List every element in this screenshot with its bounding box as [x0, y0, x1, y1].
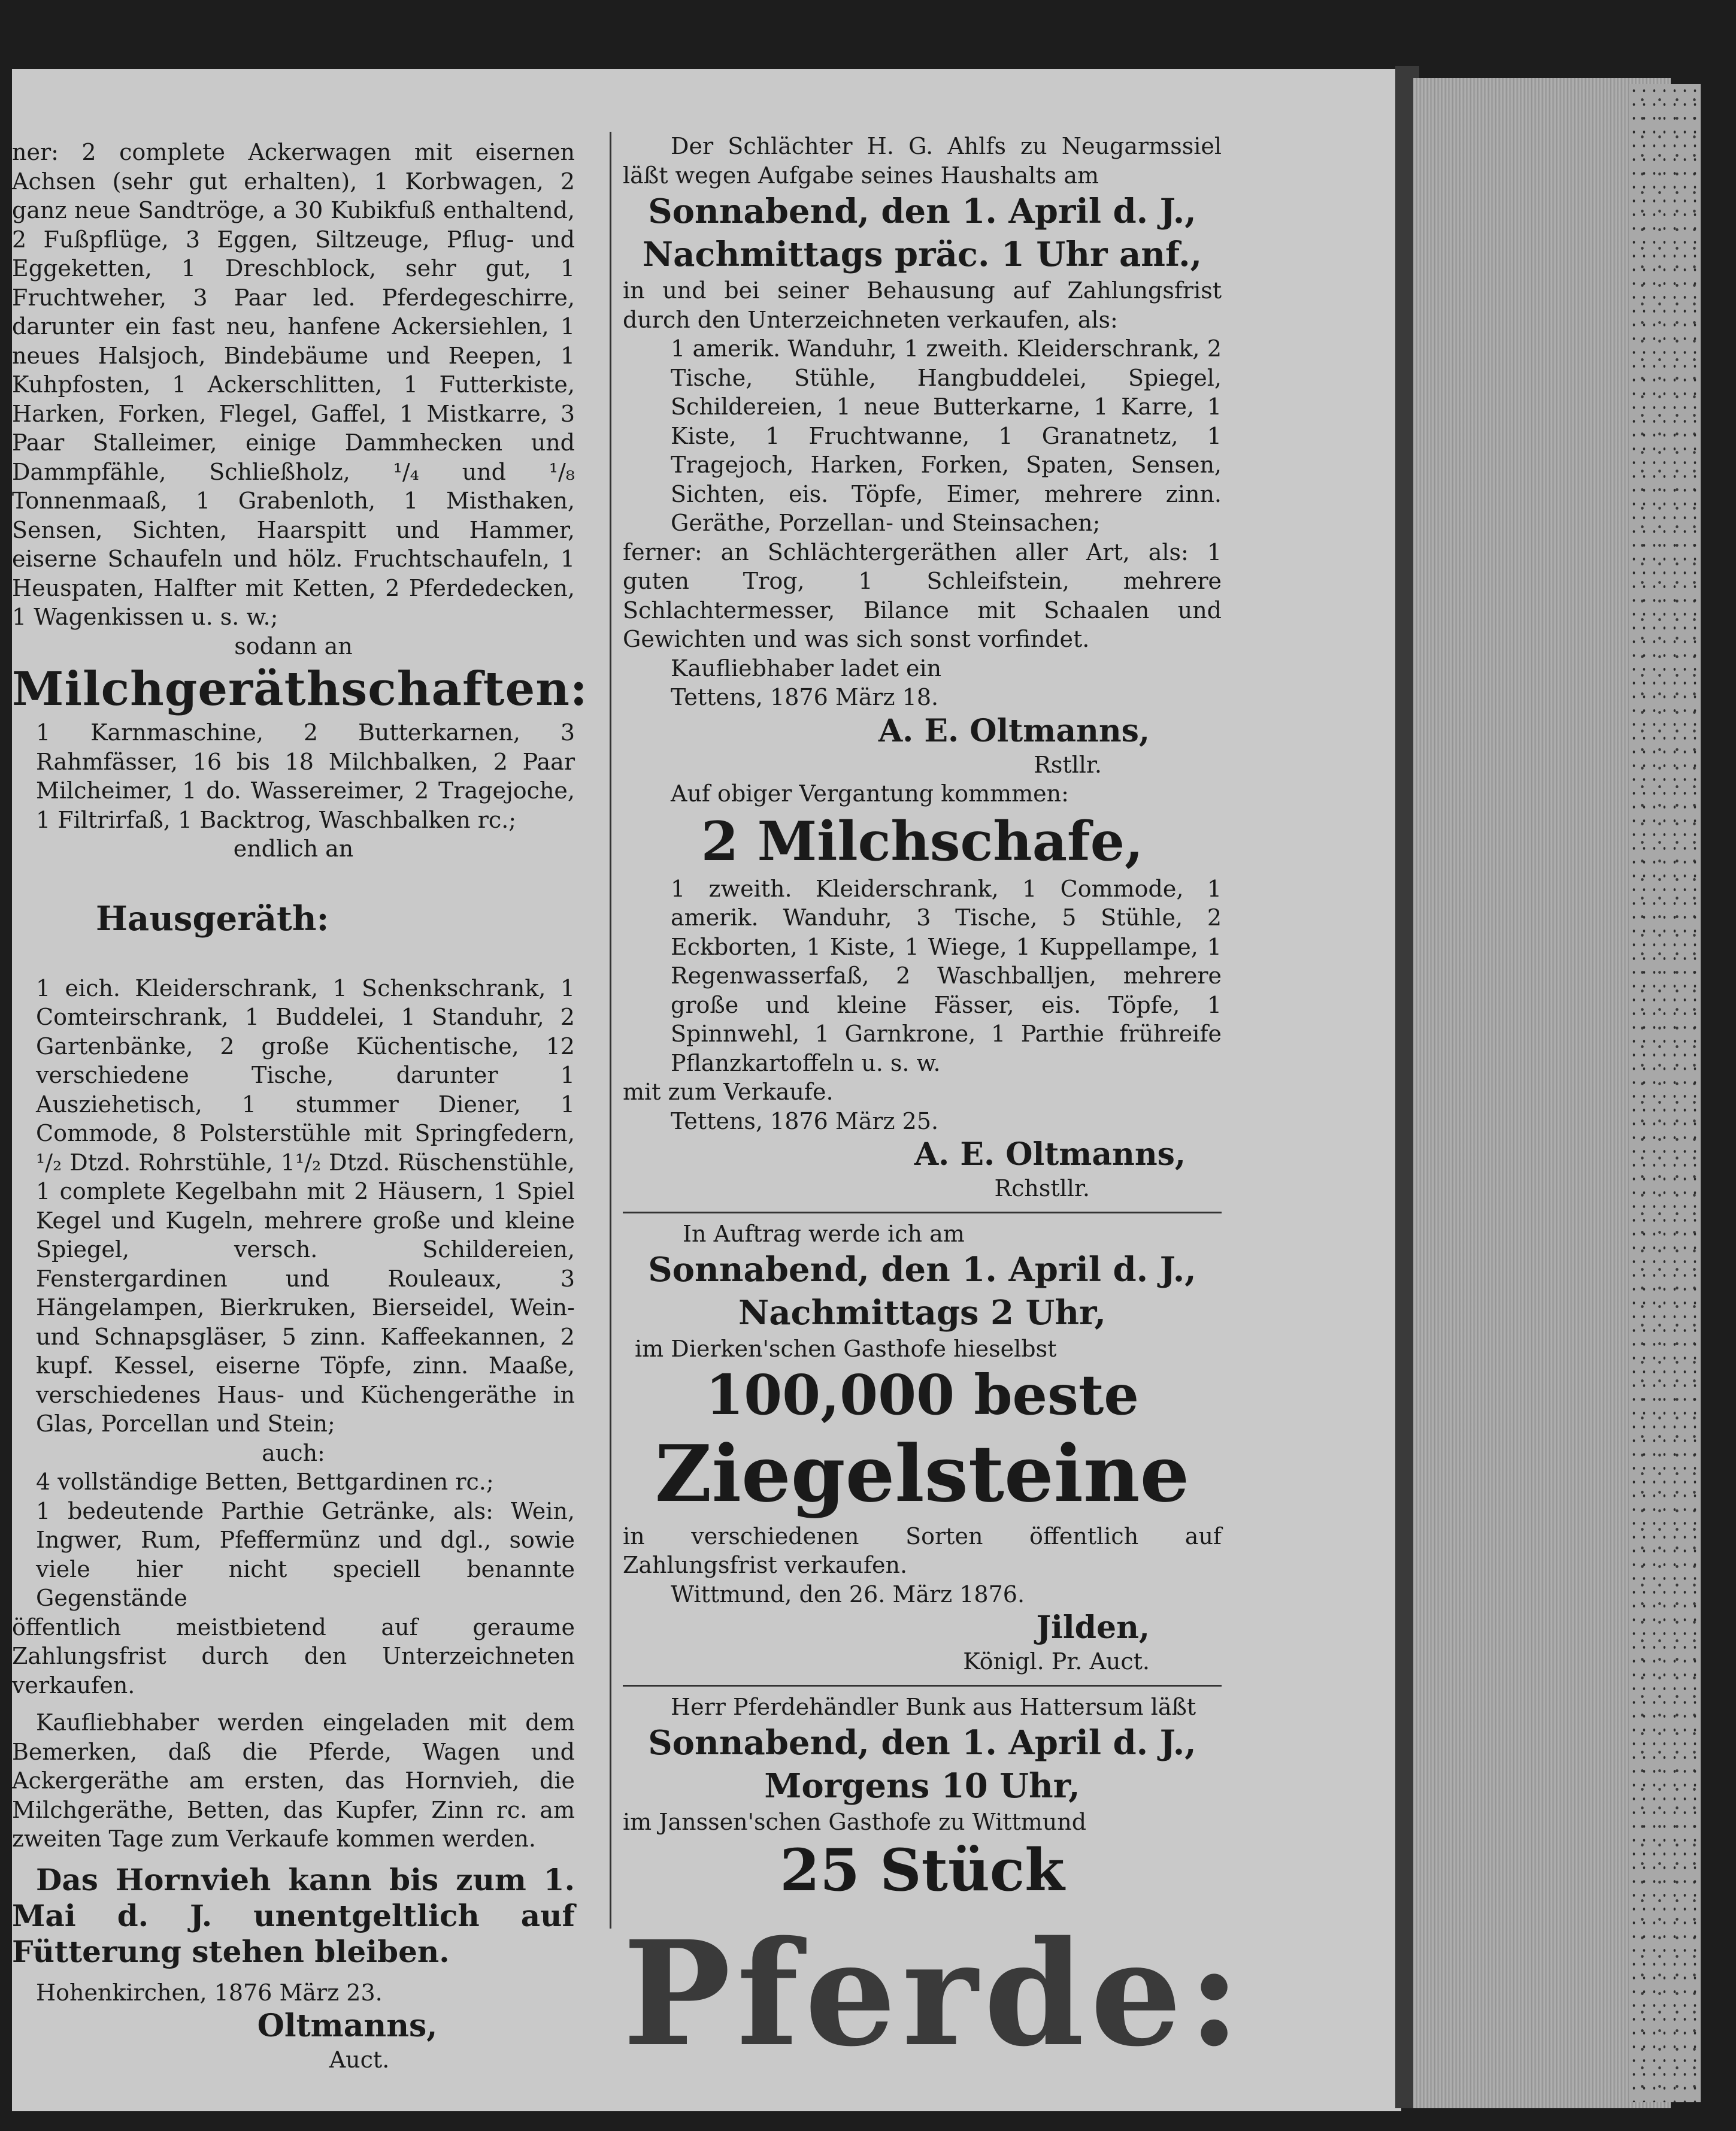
kaufliebhaber-note: Kaufliebhaber werden eingeladen mit dem Bemerken, daß die Pferde, Wagen und Ackergeräthe am ersten, das Hornvieh, die Milchgeräthe, Betten, das Kupfer, Zinn rc. am zweiten Tage zum Verkaufe kommen werden.: [12, 1709, 575, 1852]
haus-list: 1 eich. Kleiderschrank, 1 Schenkschrank, 1 Comteirschrank, 1 Buddelei, 1 Standuhr, 2 Gartenbänke, 2 große Küchentische, 12 verschiedene Tische, darunter 1 Ausziehetisch, 1 stummer Diener, 1 Commode, 8 Polsterstühle mit Springfedern, ¹/₂ Dtzd. Rohrstühle, 1¹/₂ Dtzd. Rüschenstühle, 1 complete Kegelbahn mit 2 Häusern, 1 Spiel Kegel und Kugeln, mehrere große und kleine Spiegel, versch. Schildereien, Fenstergardinen und Rouleaux, 3 Hängelampen, Bierkruken, Bierseidel, Wein- und Schnapsgläser, 5 zinn. Kaffeekannen, 2 kupf. Kessel, eiserne Töpfe, zinn. Maaße, verschiedenes Haus- und Küchengeräthe in Glas, Porcellan und Stein;: [36, 974, 575, 1437]
ad1-time: Nachmittags präc. 1 Uhr anf.,: [642, 235, 1202, 274]
endlich-label: endlich an: [233, 836, 354, 862]
right-column: [623, 132, 1247, 2084]
ad2-heading: 2 Milchschafe,: [701, 809, 1144, 873]
ad1-intro: Der Schlächter H. G. Ahlfs zu Neugarmssiel läßt wegen Aufgabe seines Haushalts am: [623, 133, 1222, 189]
ad2-verkauf: mit zum Verkaufe.: [623, 1079, 834, 1105]
ad3-heading: Ziegelsteine: [655, 1427, 1190, 1519]
ad4-time: Morgens 10 Uhr,: [764, 1766, 1080, 1806]
ad1-where: in und bei seiner Behausung auf Zahlungsfrist durch den Unterzeichneten verkaufen, als:: [623, 277, 1222, 333]
ad1-signer-title: Rstllr.: [1034, 751, 1102, 778]
ad1-date: Sonnabend, den 1. April d. J.,: [648, 192, 1196, 231]
speckled-book-edge: [1629, 84, 1701, 2102]
ad4-intro: Herr Pferdehändler Bunk aus Hattersum läßt: [671, 1693, 1196, 1720]
ad3-date: Sonnabend, den 1. April d. J.,: [648, 1250, 1196, 1290]
ad2-place: Tettens, 1876 März 25.: [671, 1107, 939, 1134]
ad1-place: Tettens, 1876 März 18.: [671, 684, 939, 710]
ad3-intro: In Auftrag werde ich am: [683, 1220, 965, 1247]
ad3-where: im Dierken'schen Gasthofe hieselbst: [635, 1336, 1057, 1362]
ad3-time: Nachmittags 2 Uhr,: [738, 1293, 1106, 1333]
ad4-where: im Janssen'schen Gasthofe zu Wittmund: [623, 1809, 1087, 1835]
betten-line: 4 vollständige Betten, Bettgardinen rc.;: [36, 1469, 494, 1495]
ad4-date: Sonnabend, den 1. April d. J.,: [648, 1723, 1196, 1763]
ad2-items: 1 zweith. Kleiderschrank, 1 Commode, 1 amerik. Wanduhr, 3 Tische, 5 Stühle, 2 Eckborten, 1 Kiste, 1 Wiege, 1 Kuppellampe, 1 Regenwasserfaß, 2 Waschballjen, mehrere große und kleine Fässer, eis. Töpfe, 1 Spinnwehl, 1 Garnkrone, 1 Parthie frühreife Pflanzkartoffeln u. s. w.: [671, 875, 1222, 1076]
hornvieh-note: Das Hornvieh kann bis zum 1. Mai d. J. unentgeltlich auf Fütterung stehen bleiben.: [12, 1861, 575, 1969]
ad3-signer: Jilden,: [1036, 1609, 1150, 1646]
signer-name: Oltmanns,: [257, 2008, 438, 2044]
inventory-list: ner: 2 complete Ackerwagen mit eisernen Achsen (sehr gut erhalten), 1 Korbwagen, 2 ganz neue Sandtröge, a 30 Kubikfuß enthaltend, 2 Fußpflüge, 3 Eggen, Siltzeuge, Pflug- und Eggeketten, 1 Dreschblock, sehr gut, 1 Fruchtweher, 3 Paar led. Pferdegeschirre, darunter ein fast neu, hanfene Ackersiehlen, 1 neues Halsjoch, Bindebäume und Reepen, 1 Kuhpfosten, 1 Ackerschlitten, 1 Futterkiste, Harken, Forken, Flegel, Gaffel, 1 Mistkarre, 3 Paar Stalleimer, einige Dammhecken und Dammpfähle, Schließholz, ¹/₄ und ¹/₈ Tonnenmaaß, 1 Grabenloth, 1 Misthaken, Sensen, Sichten, Haarspitt und Hammer, eiserne Schaufeln und hölz. Fruchtschaufeln, 1 Heuspaten, Halfter mit Ketten, 2 Pferdedecken, 1 Wagenkissen u. s. w.;: [12, 139, 575, 630]
ad3-signer-title: Königl. Pr. Auct.: [963, 1648, 1150, 1675]
ad1-invite: Kaufliebhaber ladet ein: [671, 655, 942, 682]
signer-title: Auct.: [329, 2047, 390, 2073]
ad1-items: 1 amerik. Wanduhr, 1 zweith. Kleiderschrank, 2 Tische, Stühle, Hangbuddelei, Spiegel, Schildereien, 1 neue Butterkarne, 1 Karre, 1 Kiste, 1 Fruchtwanne, 1 Granatnetz, 1 Tragejoch, Harken, Forken, Spaten, Sensen, Sichten, eis. Töpfe, Eimer, mehrere zinn. Geräthe, Porzellan- und Steinsachen;: [671, 335, 1222, 536]
getraenke-line: 1 bedeutende Parthie Getränke, als: Wein, Ingwer, Rum, Pfeffermünz und dgl., sowie viele hier nicht speciell benannte Gegenstände: [36, 1497, 575, 1611]
ad1-signer: A. E. Oltmanns,: [878, 712, 1150, 749]
left-column: [12, 138, 588, 2075]
ad2-signer: A. E. Oltmanns,: [914, 1136, 1186, 1173]
milch-heading: Milchgeräthschaften:: [12, 662, 588, 716]
ad3-qty: 100,000 beste: [705, 1362, 1139, 1427]
place-date: Hohenkirchen, 1876 März 23.: [36, 1979, 383, 2006]
ad4-heading: Pferde:: [623, 1909, 1247, 2078]
haus-heading: Hausgeräth:: [96, 898, 329, 939]
ad-separator: [623, 1685, 1222, 1687]
ad1-ferner: ferner: an Schlächtergeräthen aller Art, als: 1 guten Trog, 1 Schleifstein, mehrere Schlachtermesser, Bilance mit Schaalen und Gewichten und was sich sonst vorfindet.: [623, 538, 1222, 652]
milch-list: 1 Karnmaschine, 2 Butterkarnen, 3 Rahmfässer, 16 bis 18 Milchbalken, 2 Paar Milcheimer, 1 do. Wassereimer, 2 Tragejoche, 1 Filtrirfaß, 1 Backtrog, Waschbalken rc.;: [36, 719, 575, 833]
ad2-signer-title: Rchstllr.: [994, 1175, 1090, 1201]
ad4-qty: 25 Stück: [780, 1836, 1065, 1904]
sodann-label: sodann an: [234, 632, 353, 659]
ad3-text: in verschiedenen Sorten öffentlich auf Zahlungsfrist verkaufen.: [623, 1522, 1222, 1578]
verkaufen-line: öffentlich meistbietend auf geraume Zahlungsfrist durch den Unterzeichneten verkaufen.: [12, 1614, 575, 1699]
ad2-intro: Auf obiger Vergantung kommmen:: [671, 780, 1069, 807]
ad-separator: [623, 1212, 1222, 1213]
ad3-place: Wittmund, den 26. März 1876.: [671, 1581, 1025, 1608]
column-divider: [610, 132, 611, 1929]
auch-label: auch:: [262, 1439, 325, 1466]
